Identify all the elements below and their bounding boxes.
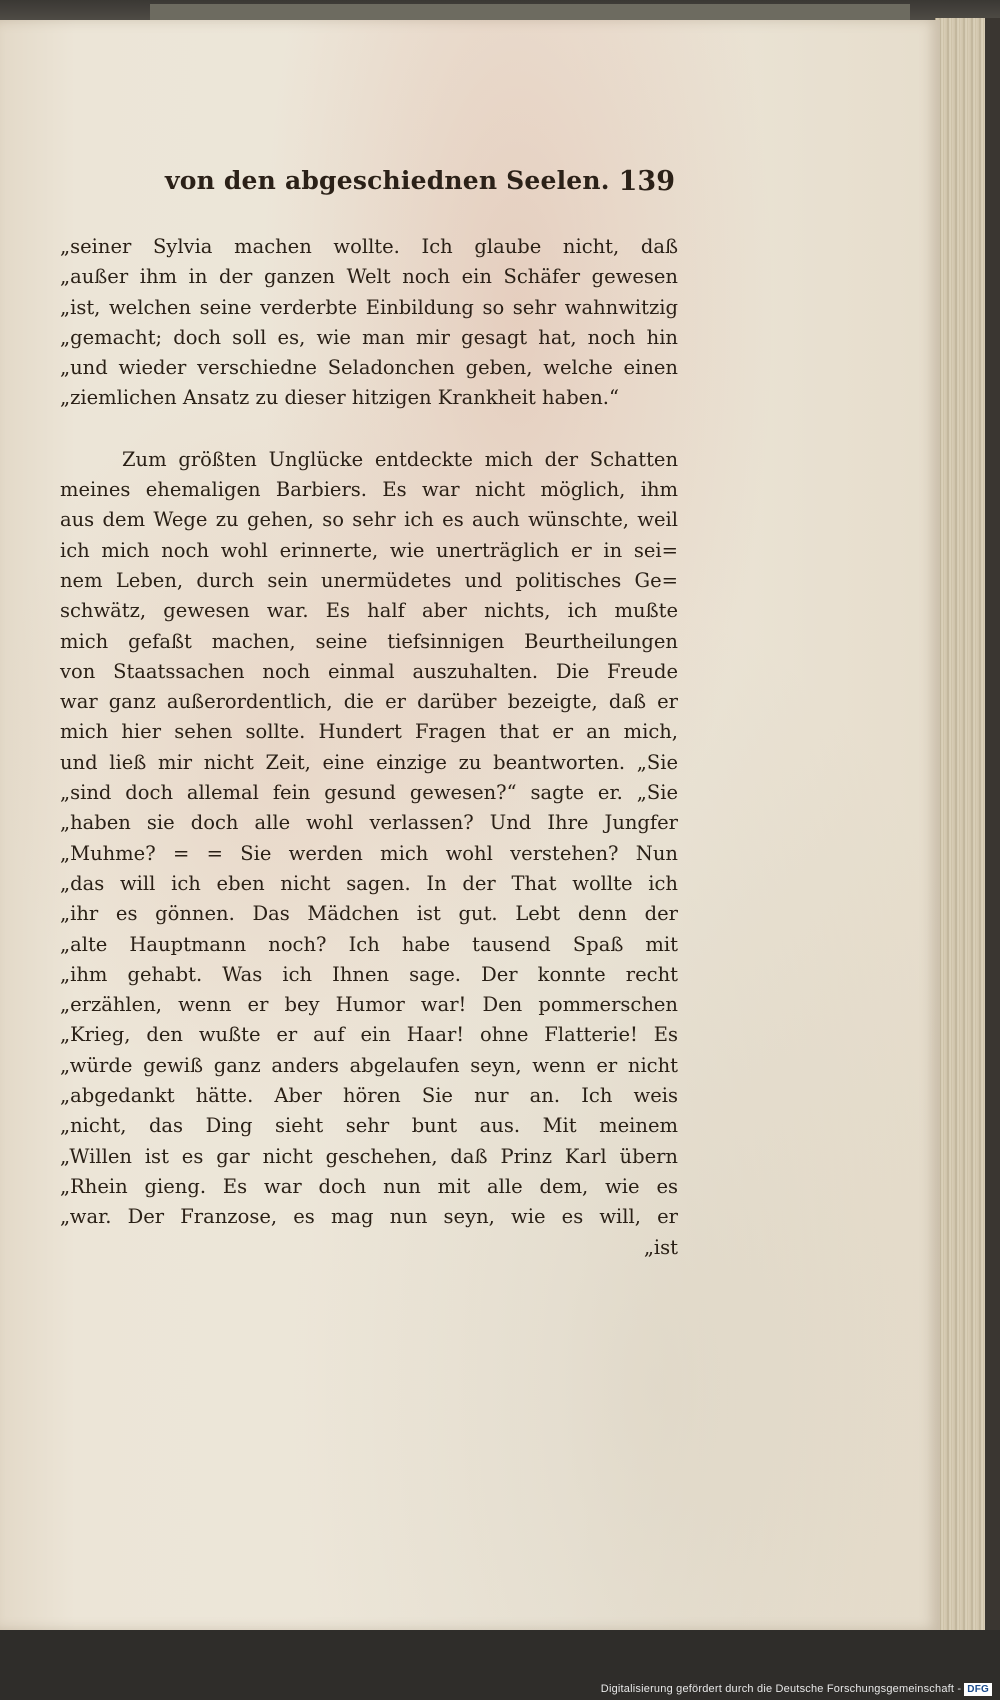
text-line: meines ehemaligen Barbiers. Es war nicht möglich, ihm (60, 478, 678, 502)
text-line: „nicht, das Ding sieht sehr bunt aus. Mit meinem (60, 1114, 678, 1138)
text-line: Zum größten Unglücke entdeckte mich der Schatten (122, 447, 678, 471)
text-line: „Willen ist es gar nicht geschehen, daß Prinz Karl übern (60, 1144, 678, 1168)
text-line: „gemacht; doch soll es, wie man mir gesagt hat, noch hin (60, 325, 678, 349)
text-line: „abgedankt hätte. Aber hören Sie nur an. Ich weis (60, 1084, 678, 1108)
text-line: „Krieg, den wußte er auf ein Haar! ohne Flatterie! Es (60, 1023, 678, 1047)
text-line: „seiner Sylvia machen wollte. Ich glaube nicht, daß (60, 235, 678, 258)
text-line: „war. Der Franzose, es mag nun seyn, wie es will, er (60, 1205, 678, 1229)
book-spine-edge (985, 18, 1000, 1643)
text-block (60, 232, 678, 1263)
text-line: „haben sie doch alle wohl verlassen? Und Ihre Jungfer (60, 811, 678, 835)
text-line: „ihm gehabt. Was ich Ihnen sage. Der konnte recht (60, 962, 678, 986)
text-line: „Rhein gieng. Es war doch nun mit alle dem, wie es (60, 1174, 678, 1198)
dfg-logo: DFG (964, 1683, 992, 1696)
text-line: nem Leben, durch sein unermüdetes und politisches Ge= (60, 568, 678, 592)
text-line: „würde gewiß ganz anders abgelaufen seyn, wenn er nicht (60, 1053, 678, 1077)
text-line: „alte Hauptmann noch? Ich habe tausend Spaß mit (60, 932, 678, 956)
text-line: mich hier sehen sollte. Hundert Fragen that er an mich, (60, 720, 678, 744)
text-line: und ließ mir nicht Zeit, eine einzige zu beantworten. „Sie (60, 750, 678, 774)
text-line: „ziemlichen Ansatz zu dieser hitzigen Krankheit haben.“ (60, 386, 619, 410)
text-line: aus dem Wege zu gehen, so sehr ich es auch wünschte, weil (60, 508, 678, 532)
text-line: ich mich noch wohl erinnerte, wie unerträglich er in sei= (60, 538, 678, 562)
paragraph-1 (60, 232, 678, 414)
text-line: mich gefaßt machen, seine tiefsinnigen Beurtheilungen (60, 629, 678, 653)
text-line: schwätz, gewesen war. Es half aber nichts, ich mußte (60, 599, 678, 623)
text-line: war ganz außerordentlich, die er darüber bezeigte, daß er (60, 690, 678, 714)
running-header-title: von den abgeschiednen Seelen. (165, 166, 610, 195)
text-line: „außer ihm in der ganzen Welt noch ein Schäfer gewesen (60, 265, 678, 289)
text-line: „sind doch allemal fein gesund gewesen?“ sagte er. „Sie (60, 781, 678, 805)
paragraph-gap (60, 414, 678, 445)
credit-text: Digitalisierung gefördert durch die Deutsche Forschungsgemeinschaft - (600, 1683, 962, 1695)
text-line: „ihr es gönnen. Das Mädchen ist gut. Lebt denn der (60, 902, 678, 926)
digitization-credit (601, 1683, 992, 1696)
catchword-line (60, 1233, 678, 1263)
text-line: „ist, welchen seine verderbte Einbildung so sehr wahnwitzig (60, 295, 678, 319)
paragraph-2 (60, 445, 678, 1233)
page-number: 139 (618, 166, 675, 197)
text-line: „Muhme? = = Sie werden mich wohl verstehen? Nun (60, 841, 678, 865)
text-line: „das will ich eben nicht sagen. In der That wollte ich (60, 871, 678, 895)
running-header (165, 166, 675, 206)
text-line: „erzählen, wenn er bey Humor war! Den pommerschen (60, 993, 678, 1017)
text-line: von Staatssachen noch einmal auszuhalten. Die Freude (60, 659, 678, 683)
catchword: „ist (643, 1235, 678, 1259)
text-line: „und wieder verschiedne Seladonchen geben, welche einen (60, 356, 678, 380)
